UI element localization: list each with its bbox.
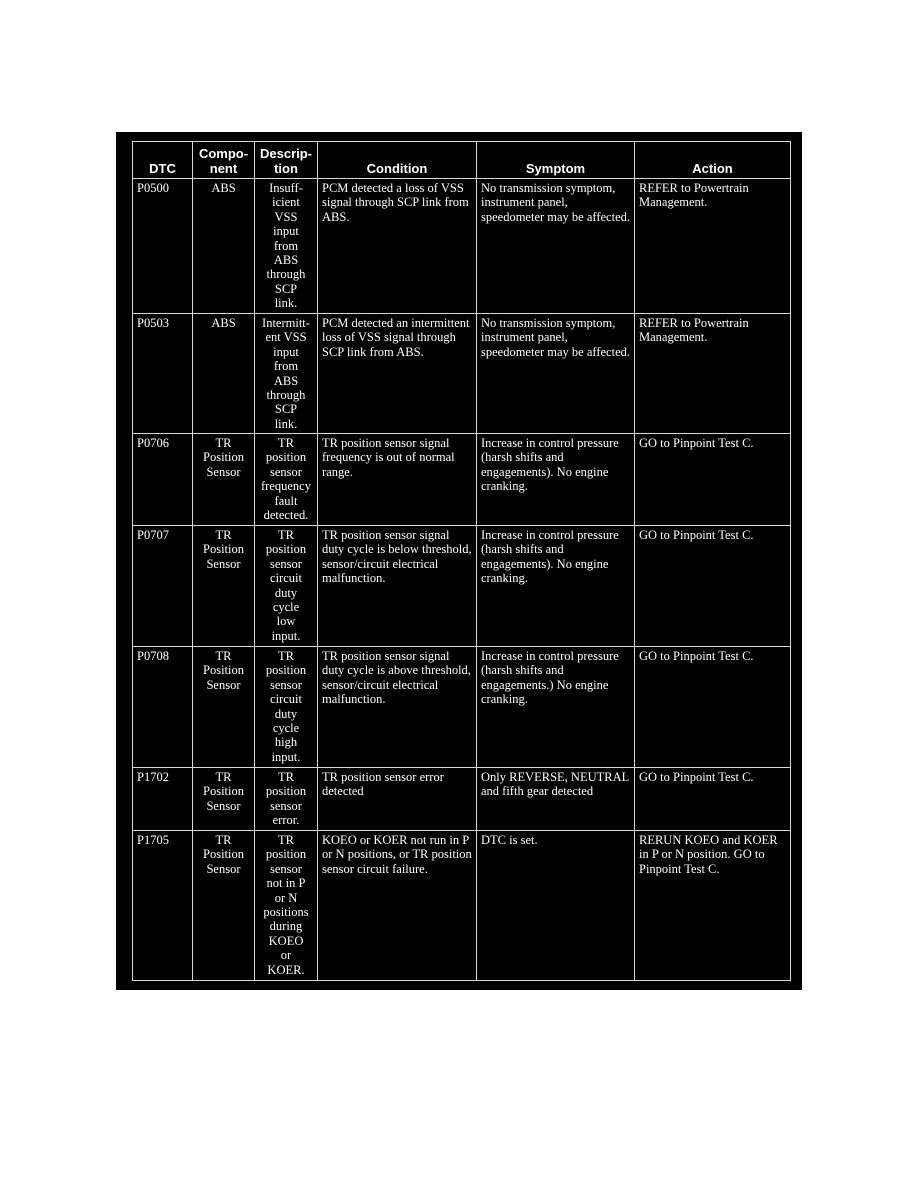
action-cell: GO to Pinpoint Test C. <box>635 768 791 831</box>
description-line: TR <box>278 770 294 784</box>
description-line: fault <box>274 493 298 508</box>
component-line: TR <box>215 436 232 450</box>
description-line: sensor <box>270 861 302 876</box>
component-line: Position <box>203 847 244 862</box>
description-line: cycle <box>272 721 300 736</box>
condition-cell: TR position sensor error detected <box>318 768 477 831</box>
description-line: ent VSS <box>265 330 307 345</box>
description-line: error. <box>272 813 300 828</box>
header-symptom: Symptom <box>477 142 635 179</box>
description-line: low <box>276 614 296 629</box>
header-row <box>133 142 791 179</box>
condition-cell: PCM detected an intermittent loss of VSS signal through SCP link from ABS. <box>318 314 477 434</box>
description-line: through <box>266 388 306 403</box>
symptom-cell: No transmission symptom, instrument panel, speedometer may be affected. <box>477 179 635 314</box>
description-line: from <box>273 238 299 253</box>
condition-cell: KOEO or KOER not run in P or N positions, or TR position sensor circuit failure. <box>318 831 477 981</box>
dtc-code-cell: P0500 <box>133 179 193 314</box>
description-line: sensor <box>270 464 302 479</box>
description-cell <box>255 831 318 981</box>
description-line: ABS <box>273 253 299 268</box>
dtc-code-cell: P1705 <box>133 831 193 981</box>
description-line: Insuff- <box>269 181 303 195</box>
description-line: detected. <box>263 508 309 523</box>
component-line: Sensor <box>206 798 241 813</box>
description-line: sensor <box>270 677 302 692</box>
description-line: position <box>265 663 307 678</box>
action-cell: GO to Pinpoint Test C. <box>635 434 791 526</box>
description-line: KOER. <box>267 962 305 977</box>
description-line: SCP <box>274 402 298 417</box>
table-panel <box>116 132 802 990</box>
table-row <box>133 831 791 981</box>
component-line: TR <box>215 528 232 542</box>
dtc-table <box>132 141 791 981</box>
component-line: Sensor <box>206 464 241 479</box>
header-component: Compo- nent <box>193 142 255 179</box>
description-line: sensor <box>270 798 302 813</box>
description-line: during <box>269 919 303 934</box>
header-condition: Condition <box>318 142 477 179</box>
action-cell: GO to Pinpoint Test C. <box>635 647 791 768</box>
description-cell <box>255 526 318 647</box>
description-line: not in P <box>266 876 306 891</box>
component-line: Position <box>203 542 244 557</box>
condition-cell: TR position sensor signal frequency is out of normal range. <box>318 434 477 526</box>
component-cell <box>193 314 255 434</box>
dtc-code-cell: P0503 <box>133 314 193 434</box>
condition-cell: TR position sensor signal duty cycle is above threshold, sensor/circuit electrical malfunction. <box>318 647 477 768</box>
description-line: circuit <box>270 692 302 707</box>
component-line: Sensor <box>206 556 241 571</box>
component-line: Position <box>203 784 244 799</box>
component-cell <box>193 434 255 526</box>
description-cell <box>255 768 318 831</box>
description-line: cycle <box>272 600 300 615</box>
symptom-cell: DTC is set. <box>477 831 635 981</box>
dtc-code-cell: P0706 <box>133 434 193 526</box>
component-line: TR <box>215 833 232 847</box>
description-line: sensor <box>270 556 302 571</box>
description-line: Intermitt- <box>262 316 310 330</box>
description-line: input <box>273 224 299 239</box>
description-line: link. <box>274 296 298 311</box>
table-row <box>133 314 791 434</box>
dtc-code-cell: P1702 <box>133 768 193 831</box>
component-cell <box>193 647 255 768</box>
description-line: KOEO <box>268 933 304 948</box>
description-line: position <box>265 784 307 799</box>
condition-cell: PCM detected a loss of VSS signal through SCP link from ABS. <box>318 179 477 314</box>
description-cell <box>255 434 318 526</box>
dtc-code-cell: P0707 <box>133 526 193 647</box>
description-cell <box>255 647 318 768</box>
table-body <box>133 179 791 981</box>
component-line: TR <box>215 770 232 784</box>
description-line: input. <box>271 749 301 764</box>
description-line: high <box>274 735 298 750</box>
action-cell: RERUN KOEO and KOER in P or N position. GO to Pinpoint Test C. <box>635 831 791 981</box>
action-cell: GO to Pinpoint Test C. <box>635 526 791 647</box>
description-line: or N <box>274 890 298 905</box>
action-cell: REFER to Powertrain Management. <box>635 314 791 434</box>
component-line: Position <box>203 450 244 465</box>
description-line: SCP <box>274 281 298 296</box>
description-line: duty <box>274 706 298 721</box>
description-line: TR <box>278 436 294 450</box>
symptom-cell: Increase in control pressure (harsh shifts and engagements). No engine cranking. <box>477 434 635 526</box>
description-line: frequency <box>261 479 311 494</box>
description-line: through <box>266 267 306 282</box>
description-line: input. <box>271 628 301 643</box>
component-line: Position <box>203 663 244 678</box>
component-cell <box>193 768 255 831</box>
description-line: or <box>280 948 292 963</box>
component-line: ABS <box>211 316 236 330</box>
component-line: ABS <box>211 181 236 195</box>
description-line: link. <box>274 416 298 431</box>
description-line: position <box>265 542 307 557</box>
component-line: TR <box>215 649 232 663</box>
symptom-cell: Only REVERSE, NEUTRAL and fifth gear detected <box>477 768 635 831</box>
description-line: VSS <box>274 209 298 224</box>
description-line: ABS <box>273 373 299 388</box>
table-row <box>133 526 791 647</box>
description-line: icient <box>272 195 300 210</box>
description-line: circuit <box>270 571 302 586</box>
description-line: from <box>273 359 299 374</box>
component-cell <box>193 179 255 314</box>
header-description: Descrip- tion <box>255 142 318 179</box>
component-cell <box>193 831 255 981</box>
description-line: TR <box>278 833 294 847</box>
component-line: Sensor <box>206 677 241 692</box>
description-line: duty <box>274 585 298 600</box>
description-cell <box>255 314 318 434</box>
header-action: Action <box>635 142 791 179</box>
dtc-code-cell: P0708 <box>133 647 193 768</box>
description-line: positions <box>263 905 309 920</box>
symptom-cell: Increase in control pressure (harsh shifts and engagements). No engine cranking. <box>477 526 635 647</box>
description-line: position <box>265 450 307 465</box>
table-row <box>133 179 791 314</box>
table-row <box>133 434 791 526</box>
action-cell: REFER to Powertrain Management. <box>635 179 791 314</box>
condition-cell: TR position sensor signal duty cycle is below threshold, sensor/circuit electrical malfunction. <box>318 526 477 647</box>
description-line: TR <box>278 528 294 542</box>
component-line: Sensor <box>206 861 241 876</box>
symptom-cell: No transmission symptom, instrument panel, speedometer may be affected. <box>477 314 635 434</box>
description-line: TR <box>278 649 294 663</box>
description-line: position <box>265 847 307 862</box>
table-row <box>133 768 791 831</box>
header-dtc: DTC <box>133 142 193 179</box>
symptom-cell: Increase in control pressure (harsh shifts and engagements.) No engine cranking. <box>477 647 635 768</box>
table-row <box>133 647 791 768</box>
component-cell <box>193 526 255 647</box>
description-cell <box>255 179 318 314</box>
description-line: input <box>273 344 299 359</box>
